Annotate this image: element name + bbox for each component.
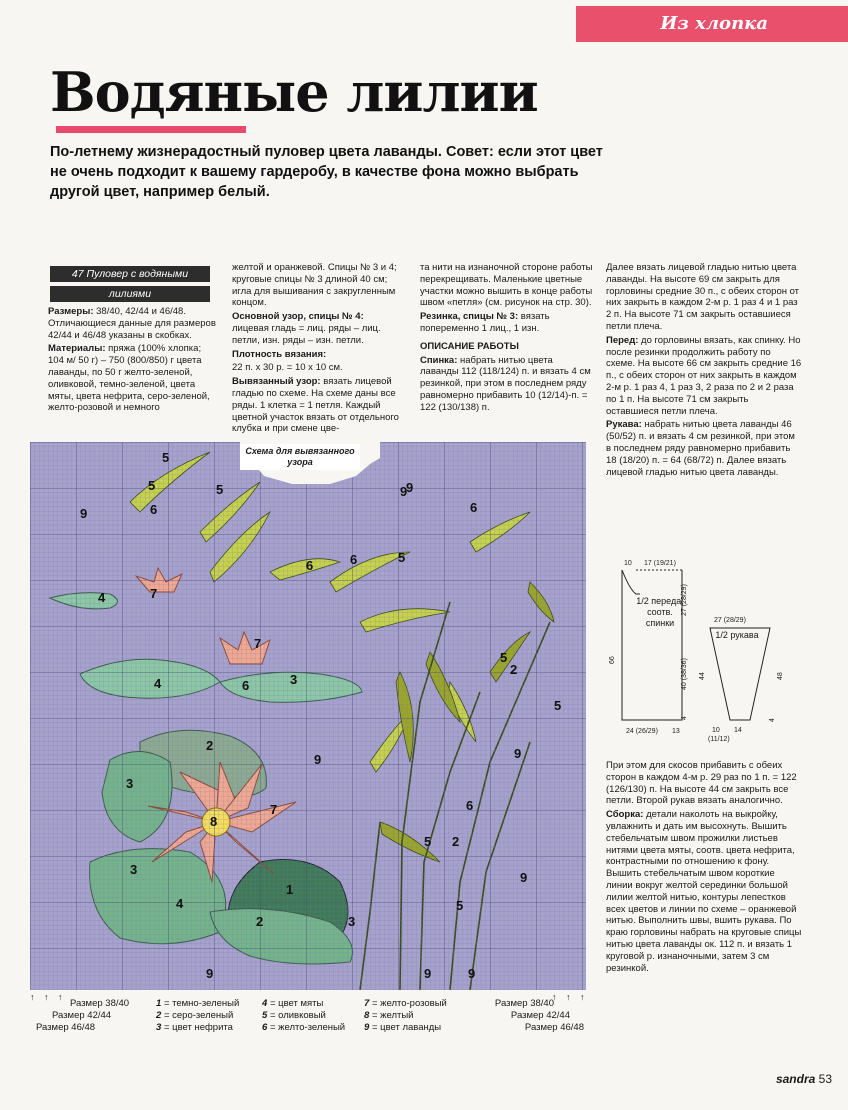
chart-color-number: 7 [254,636,262,651]
legend-num: 7 [364,998,370,1009]
chart-color-number: 5 [500,650,508,665]
page-number: 53 [818,1072,832,1086]
text-column-5 [606,760,802,976]
chart-color-number: 9 [424,966,432,981]
sleeves-heading: Рукава: [606,419,642,431]
legend-num: 5 [262,1010,268,1021]
front-text: до горловины вязать, как спинку. Но после резинки продолжить работу по схеме. На высоте 66 см закрыть средние 16 п., с обеих сторон от них закрыть в каждом 2-м р. 1 раз 4, 1 раз 3, 2 раза по 2 и 2 раза по 1 п. На высоте 71 см закрыть оставшиеся петли плеча. [606,334,802,417]
chart-color-number: 1 [286,882,294,897]
measure-44: 44 [699,672,706,680]
sleeve-piece-label: 1/2 рукава [715,630,759,640]
chart-color-number: 6 [150,502,158,517]
chart-color-number: 3 [290,672,298,687]
assembly-text: детали наколоть на выкройку, увлажнить и дать им высохнуть. Вышить стебельчатым швом прожилки листьев нитями цвета мяты, соотв. цвета нефрита, контрастными по отношению к фону. Вышить стебельчатым швом короткие линии вокруг желтой серединки большой лилии желтой нитью, контуры лепестков всех цветов и линии по схеме – оранжевой нитью. Выполнить швы, вшить рукава. По краю горловины набрать на круговые спицы нитью цвета лаванды ок. 112 п. и вязать 1 круговой р. изнаночными, затем 3 см резинкой. [606,809,802,974]
chart-color-number: 5 [554,698,562,713]
knitting-chart [30,442,586,990]
legend-text: = цвет лаванды [371,1022,442,1033]
chart-color-number: 4 [154,676,162,691]
density-text: 22 п. х 30 р. = 10 х 10 см. [232,362,343,374]
section-label: Из хлопка [660,13,768,34]
legend-num: 1 [156,998,162,1009]
chart-color-number: 6 [470,500,478,515]
legend-text: = желтый [371,1010,414,1021]
assembly-heading: Сборка: [606,809,644,821]
size-legend-left [36,998,130,1034]
size-arrow-right-3: ↑ [580,992,585,1002]
title-underline [56,126,246,133]
chart-color-number: 9 [400,484,408,499]
chart-color-number: 9 [514,746,522,761]
measure-27: 27 (28/29) [681,584,688,616]
size-left-3: Размер 46/48 [36,1022,96,1033]
chart-color-number: 3 [130,862,138,877]
chart-color-number: 5 [148,478,156,493]
legend-num: 3 [156,1022,162,1033]
chart-color-number: 9 [314,752,322,767]
page-footer [776,1072,832,1086]
measure-4a: 4 [681,716,688,720]
size-arrow-left-3: ↑ [58,992,63,1002]
legend-num: 9 [364,1022,370,1033]
text-column-2 [232,262,402,437]
chart-color-number: 2 [452,834,460,849]
sleeves-text: набрать нитью цвета лаванды 46 (50/52) п. и вязать 4 см резинкой, при этом в последнем ряду равномерно прибавить 18 (18/20) п. = 64 (68/72) п. Далее вязать лицевой гладью нитью цвета лаванды. [606,419,795,478]
materials-text: пряжа (100% хлопка; 104 м/ 50 г) – 750 (800/850) г цвета лаванды, по 50 г желто-зеленой, оливковой, темно-зеленой, цвета мяты, цвета нефрита, серо-зеленой, желто-розовой и немного [48,343,210,414]
chart-color-number: 6 [350,552,358,567]
description-heading: ОПИСАНИЕ РАБОТЫ [420,340,519,352]
pattern-label-line1: 47 Пуловер с водяными [50,266,210,282]
chart-color-number: 6 [306,558,314,573]
size-left-1: Размер 38/40 [70,998,130,1009]
rib-heading: Резинка, спицы № 3: [420,311,519,323]
back-text: набрать нитью цвета лаванды 112 (118/124) п. и вязать 4 см резинкой, при этом в последнем ряду равномерно прибавить 10 (12/14)-п. = 122 (130/138) п. [420,354,591,413]
measure-10: 10 [624,560,632,567]
measure-40: 40 (38/36) [681,658,688,690]
needles-text: желтой и оранжевой. Спицы № 3 и 4; круговые спицы № 3 длиной 40 см; игла для вышивания с закругленным концом. [232,262,397,309]
chart-color-number: 9 [206,966,214,981]
chart-color-number: 5 [456,898,464,913]
chart-grid-major [30,442,586,990]
measure-48: 48 [777,672,784,680]
legend-text: = оливковый [269,1010,326,1021]
chart-color-number: 4 [176,896,184,911]
col3-text: та нити на изнаночной стороне работы перекрещивать. Маленькие цветные участки можно вышить в конце работы швом «петля» (см. рисунок на стр. 30). [420,262,593,309]
size-legend-right [474,998,584,1034]
chart-caption: Схема для вывязанного узора [240,444,360,470]
legend-num: 6 [262,1022,268,1033]
col5-text: При этом для скосов прибавить с обеих сторон в каждом 4-м р. 29 раз по 1 п. = 122 (126/130) п. На высоте 44 см закрыть все петли. Второй рукав вязать аналогично. [606,760,797,807]
color-legend-c [364,998,474,1034]
legend-num: 2 [156,1010,162,1021]
sizes-text: 38/40, 42/44 и 46/48. Отличающиеся данные для размеров 42/44 и 46/48 указаны в скобках. [48,306,216,341]
chart-color-number: 5 [162,450,170,465]
legend-text: = цвет мяты [269,998,324,1009]
legend-num: 4 [262,998,268,1009]
size-arrow-left-1: ↑ [30,992,35,1002]
materials-heading: Материалы: [48,343,106,355]
legend-text: = желто-зеленый [269,1022,346,1033]
size-right-1: Размер 38/40 [494,998,554,1009]
front-piece-outline [622,570,682,720]
color-legend-b [262,998,368,1034]
size-left-2: Размер 42/44 [52,1010,112,1021]
measure-13: 13 [672,728,680,735]
measure-10b: 10 [712,727,720,734]
knit-pattern-heading: Вывязанный узор: [232,376,321,388]
measure-24: 24 (26/29) [626,728,658,735]
chart-color-number: 3 [126,776,134,791]
chart-color-number: 6 [466,798,474,813]
chart-color-number: 2 [206,738,214,753]
size-right-2: Размер 42/44 [510,1010,570,1021]
page-title: Водяные лилии [50,60,538,124]
legend-text: = темно-зеленый [163,998,240,1009]
legend-text: = желто-розовый [371,998,447,1009]
measure-17: 17 (19/21) [644,560,676,567]
density-heading: Плотность вязания: [232,348,327,360]
sizes-heading: Размеры: [48,306,94,317]
measure-14: 14 [734,727,742,734]
chart-color-number: 9 [406,480,414,495]
front-piece-label: 1/2 переда, соотв. спинки [636,596,684,628]
subtitle: По-летнему жизнерадостный пуловер цвета лаванды. Совет: если этот цвет не очень подходит к вашему гардеробу, в качестве фона можно выбрать другой цвет, например белый. [50,144,603,200]
measure-27b: 27 (28/29) [714,617,746,624]
chart-color-number: 5 [398,550,406,565]
chart-color-number: 9 [80,506,88,521]
chart-color-number: 7 [270,802,278,817]
brand-name: sandra [775,1072,816,1086]
size-arrow-right-1: ↑ [552,992,557,1002]
chart-color-number: 5 [424,834,432,849]
chart-color-number: 5 [216,482,224,497]
sizing-schematic [600,560,800,745]
chart-color-number: 2 [256,914,264,929]
chart-color-number: 4 [98,590,106,605]
size-arrow-right-2: ↑ [566,992,571,1002]
chart-color-number: 2 [510,662,518,677]
chart-color-number: 9 [520,870,528,885]
measure-4b: 4 [769,718,776,722]
main-pattern-heading: Основной узор, спицы № 4: [232,311,364,323]
text-column-1 [48,306,216,416]
main-pattern-text: лицевая гладь = лиц. ряды – лиц. петли, изн. ряды – изн. петли. [232,322,381,346]
chart-color-number: 9 [468,966,476,981]
knit-pattern-text: вязать лицевой гладью по схеме. На схеме даны все ряды. 1 клетка = 1 петля. Каждый цветной участок вязать от отдельного клубка и при смене цве- [232,376,399,435]
col4-text: Далее вязать лицевой гладью нитью цвета лаванды. На высоте 69 см закрыть для горловины средние 30 п., с обеих сторон от них закрыть в каждом 2-м р. 1 раз 4 и 1 раз 2 п. На высоте 71 см закрыть оставшиеся петли плеча. [606,262,800,332]
text-column-4 [606,262,802,480]
legend-num: 8 [364,1010,370,1021]
back-heading: Спинка: [420,354,458,366]
measure-11-12: (11/12) [708,736,730,743]
pattern-label-line2: лилиями [50,286,210,302]
legend-text: = серо-зеленый [163,1010,234,1021]
text-column-3 [420,262,594,416]
section-tab [576,6,848,42]
color-legend-a [156,998,268,1034]
legend-text: = цвет нефрита [163,1022,233,1033]
chart-color-number: 6 [242,678,250,693]
chart-color-number: 3 [348,914,356,929]
front-heading: Перед: [606,334,639,346]
measure-66: 66 [609,656,616,664]
size-arrow-left-2: ↑ [44,992,49,1002]
rib-text: вязать попеременно 1 лиц., 1 изн. [420,311,550,334]
chart-color-number: 8 [210,814,218,829]
size-right-3: Размер 46/48 [524,1022,584,1033]
chart-color-number: 7 [150,586,158,601]
